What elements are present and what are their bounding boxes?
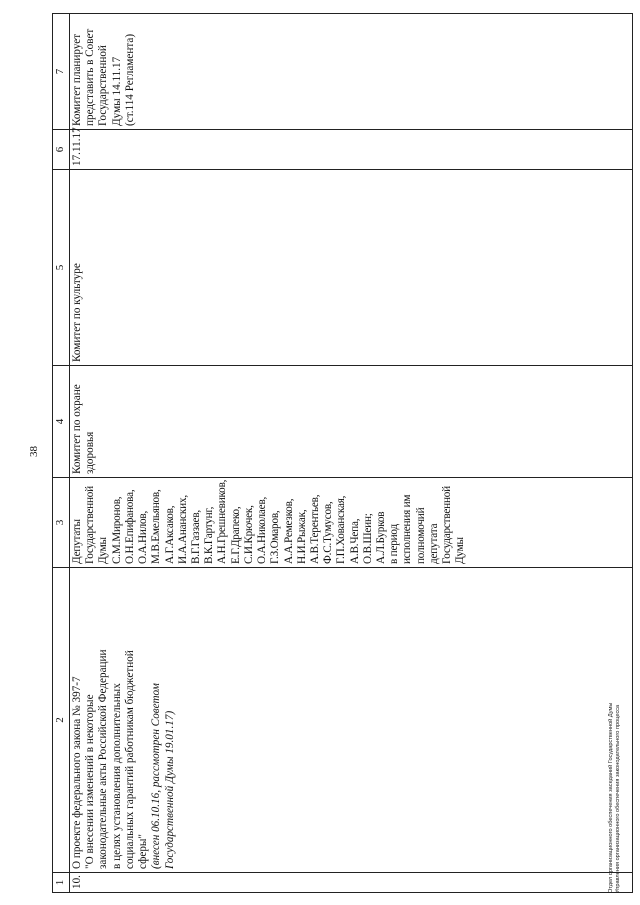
footer — [608, 703, 623, 893]
row-number: 10. — [70, 873, 633, 893]
col-header-5: 5 — [53, 170, 70, 366]
author-line: А.В.Терентьев, — [308, 494, 321, 564]
author-line: О.В.Шеин; — [361, 513, 374, 564]
bill-title-line: О проекте федерального закона № 397-7 — [71, 676, 83, 869]
col-header-2: 2 — [53, 568, 70, 873]
author-line: Г.П.Хованская, — [335, 495, 348, 564]
author-line: С.И.Крючек, — [242, 505, 255, 564]
bill-title-line: сферы" — [137, 834, 150, 869]
author-line: Думы — [454, 537, 467, 564]
date-cell: 17.11.17 — [70, 130, 633, 170]
author-line: Государственной — [84, 486, 97, 564]
author-line: Е.Г.Драпеко, — [229, 506, 242, 564]
responsible-committee-cell: Комитет по культуре — [70, 170, 633, 366]
author-line: И.А.Ананских, — [176, 495, 189, 564]
author-line: А.Г.Аксаков, — [163, 505, 176, 564]
co-committee-line: Комитет по охране — [71, 384, 83, 474]
col-header-7: 7 — [53, 14, 70, 130]
author-line: А.Н.Грешневиков, — [216, 479, 229, 564]
bill-title-cell — [70, 568, 633, 873]
table-row — [70, 14, 633, 893]
author-line: Думы — [97, 537, 110, 564]
header-row — [53, 14, 70, 893]
bill-table — [52, 13, 633, 893]
author-line: Н.И.Рыжак, — [295, 509, 308, 564]
author-line: Государственной — [441, 486, 454, 564]
plan-line: Думы 14.11.17 — [110, 56, 123, 126]
col-header-6: 6 — [53, 130, 70, 170]
footer-line: Управления организационного обеспечения законодательного процесса — [615, 704, 622, 893]
footer-line: Отдел организационного обеспечения заседаний Государственной Думы — [608, 702, 614, 893]
bill-title-line: законодательные акты Российской Федерации — [97, 649, 110, 869]
author-line: Ф.С.Тумусов, — [322, 501, 335, 564]
bill-title-line: социальных гарантий работникам бюджетной — [123, 650, 136, 869]
plan-line: представить в Совет — [84, 28, 97, 126]
author-line: О.Н.Епифанова, — [123, 489, 136, 564]
bill-note-line: Государственной Думы 19.01.17) — [163, 710, 176, 869]
authors-cell — [70, 478, 633, 568]
author-line: С.М.Миронов, — [110, 496, 123, 564]
col-header-3: 3 — [53, 478, 70, 568]
author-line: Г.З.Омаров, — [269, 510, 282, 564]
author-line: исполнения им — [401, 494, 414, 564]
author-line: О.А.Николаев, — [256, 496, 269, 564]
bill-title-line: "О внесении изменений в некоторые — [84, 694, 97, 869]
col-header-1: 1 — [53, 873, 70, 893]
co-committee-cell — [70, 366, 633, 478]
author-line: А.В.Чепа, — [348, 518, 361, 564]
page-number: 38 — [28, 446, 40, 457]
author-line: О.А.Нилов, — [137, 510, 150, 564]
bill-note-line: (внесен 06.10.16, рассмотрен Советом — [150, 683, 163, 869]
author-line: В.Г.Газзаев, — [189, 509, 202, 564]
author-line: полномочий — [414, 507, 427, 564]
col-header-4: 4 — [53, 366, 70, 478]
co-committee-line: здоровья — [84, 431, 97, 474]
author-line: депутата — [427, 523, 440, 564]
plan-cell — [70, 14, 633, 130]
plan-line: Государственной — [97, 45, 110, 126]
author-line: М.В.Емельянов, — [150, 489, 163, 564]
author-line: А.Л.Бурков — [375, 511, 388, 564]
author-line: в период — [388, 524, 401, 564]
author-line: Депутаты — [71, 519, 83, 564]
plan-line: Комитет планирует — [71, 33, 83, 126]
plan-line: (ст.114 Регламента) — [123, 33, 136, 126]
bill-title-line: в целях установления дополнительных — [110, 683, 123, 869]
author-line: А.А.Ремезков, — [282, 498, 295, 564]
author-line: В.К.Гартунг, — [203, 506, 216, 564]
